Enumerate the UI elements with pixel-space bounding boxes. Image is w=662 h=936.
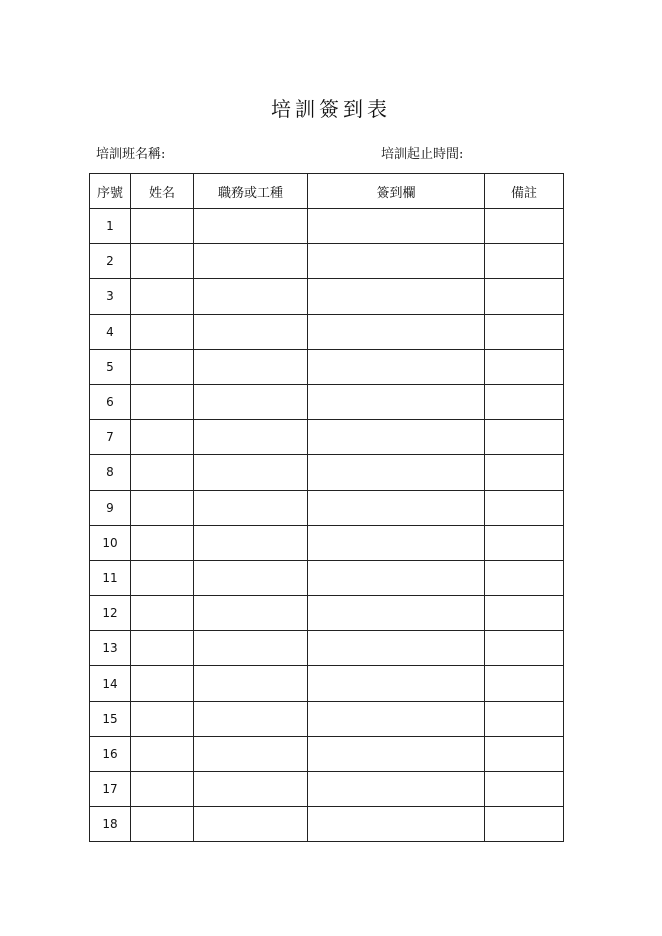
table-row — [90, 384, 564, 419]
row-name-cell[interactable] — [131, 349, 194, 384]
row-remarks-cell[interactable] — [485, 279, 564, 314]
row-position-cell[interactable] — [194, 209, 308, 244]
row-name-cell[interactable] — [131, 314, 194, 349]
row-serial: 10 — [90, 525, 131, 560]
row-serial: 9 — [90, 490, 131, 525]
table-row — [90, 244, 564, 279]
header-remarks: 備註 — [485, 174, 564, 209]
row-position-cell[interactable] — [194, 244, 308, 279]
row-remarks-cell[interactable] — [485, 420, 564, 455]
row-position-cell[interactable] — [194, 807, 308, 842]
table-row — [90, 279, 564, 314]
row-name-cell[interactable] — [131, 279, 194, 314]
row-remarks-cell[interactable] — [485, 631, 564, 666]
row-remarks-cell[interactable] — [485, 525, 564, 560]
row-signature-cell[interactable] — [308, 596, 485, 631]
header-signature: 簽到欄 — [308, 174, 485, 209]
table-row — [90, 525, 564, 560]
class-name-label: 培訓班名稱: — [96, 147, 166, 162]
row-position-cell[interactable] — [194, 701, 308, 736]
row-serial: 15 — [90, 701, 131, 736]
row-serial: 4 — [90, 314, 131, 349]
row-serial: 13 — [90, 631, 131, 666]
row-name-cell[interactable] — [131, 420, 194, 455]
table-row — [90, 736, 564, 771]
row-serial: 18 — [90, 807, 131, 842]
row-signature-cell[interactable] — [308, 244, 485, 279]
row-serial: 1 — [90, 209, 131, 244]
row-signature-cell[interactable] — [308, 279, 485, 314]
row-signature-cell[interactable] — [308, 666, 485, 701]
row-position-cell[interactable] — [194, 349, 308, 384]
row-serial: 2 — [90, 244, 131, 279]
row-remarks-cell[interactable] — [485, 596, 564, 631]
row-serial: 14 — [90, 666, 131, 701]
row-signature-cell[interactable] — [308, 525, 485, 560]
table-row — [90, 772, 564, 807]
table-row — [90, 455, 564, 490]
row-remarks-cell[interactable] — [485, 560, 564, 595]
table-row — [90, 420, 564, 455]
row-name-cell[interactable] — [131, 701, 194, 736]
row-remarks-cell[interactable] — [485, 490, 564, 525]
row-remarks-cell[interactable] — [485, 314, 564, 349]
header-position: 職務或工種 — [194, 174, 308, 209]
page-title: 培訓簽到表 — [271, 97, 391, 121]
row-name-cell[interactable] — [131, 596, 194, 631]
row-remarks-cell[interactable] — [485, 384, 564, 419]
row-remarks-cell[interactable] — [485, 666, 564, 701]
row-position-cell[interactable] — [194, 525, 308, 560]
row-name-cell[interactable] — [131, 244, 194, 279]
row-position-cell[interactable] — [194, 314, 308, 349]
row-remarks-cell[interactable] — [485, 455, 564, 490]
row-name-cell[interactable] — [131, 736, 194, 771]
signin-table — [89, 173, 564, 842]
row-name-cell[interactable] — [131, 631, 194, 666]
row-remarks-cell[interactable] — [485, 349, 564, 384]
row-serial: 7 — [90, 420, 131, 455]
row-remarks-cell[interactable] — [485, 807, 564, 842]
row-serial: 6 — [90, 384, 131, 419]
row-name-cell[interactable] — [131, 490, 194, 525]
row-serial: 11 — [90, 560, 131, 595]
row-remarks-cell[interactable] — [485, 701, 564, 736]
row-serial: 8 — [90, 455, 131, 490]
row-signature-cell[interactable] — [308, 384, 485, 419]
row-name-cell[interactable] — [131, 772, 194, 807]
row-signature-cell[interactable] — [308, 736, 485, 771]
row-position-cell[interactable] — [194, 631, 308, 666]
header-name: 姓名 — [131, 174, 194, 209]
row-position-cell[interactable] — [194, 455, 308, 490]
row-name-cell[interactable] — [131, 666, 194, 701]
row-name-cell[interactable] — [131, 525, 194, 560]
row-serial: 12 — [90, 596, 131, 631]
row-position-cell[interactable] — [194, 490, 308, 525]
table-row — [90, 631, 564, 666]
row-position-cell[interactable] — [194, 384, 308, 419]
table-row — [90, 209, 564, 244]
row-signature-cell[interactable] — [308, 490, 485, 525]
table-row — [90, 314, 564, 349]
table-row — [90, 490, 564, 525]
row-signature-cell[interactable] — [308, 209, 485, 244]
table-row — [90, 596, 564, 631]
row-name-cell[interactable] — [131, 455, 194, 490]
row-position-cell[interactable] — [194, 596, 308, 631]
row-remarks-cell[interactable] — [485, 209, 564, 244]
row-serial: 16 — [90, 736, 131, 771]
row-position-cell[interactable] — [194, 772, 308, 807]
row-position-cell[interactable] — [194, 279, 308, 314]
row-remarks-cell[interactable] — [485, 736, 564, 771]
table-row — [90, 807, 564, 842]
row-position-cell[interactable] — [194, 420, 308, 455]
row-position-cell[interactable] — [194, 666, 308, 701]
row-signature-cell[interactable] — [308, 560, 485, 595]
row-remarks-cell[interactable] — [485, 244, 564, 279]
row-signature-cell[interactable] — [308, 349, 485, 384]
table-row — [90, 560, 564, 595]
row-serial: 17 — [90, 772, 131, 807]
row-signature-cell[interactable] — [308, 314, 485, 349]
row-position-cell[interactable] — [194, 560, 308, 595]
row-signature-cell[interactable] — [308, 701, 485, 736]
table-row — [90, 666, 564, 701]
row-name-cell[interactable] — [131, 807, 194, 842]
row-name-cell[interactable] — [131, 384, 194, 419]
period-label: 培訓起止時間: — [381, 147, 464, 162]
row-signature-cell[interactable] — [308, 772, 485, 807]
row-remarks-cell[interactable] — [485, 772, 564, 807]
row-signature-cell[interactable] — [308, 631, 485, 666]
table-header-row — [90, 174, 564, 209]
row-signature-cell[interactable] — [308, 455, 485, 490]
row-signature-cell[interactable] — [308, 420, 485, 455]
row-signature-cell[interactable] — [308, 807, 485, 842]
row-name-cell[interactable] — [131, 560, 194, 595]
table-row — [90, 349, 564, 384]
row-position-cell[interactable] — [194, 736, 308, 771]
table-row — [90, 701, 564, 736]
row-serial: 5 — [90, 349, 131, 384]
header-serial: 序號 — [90, 174, 131, 209]
row-name-cell[interactable] — [131, 209, 194, 244]
row-serial: 3 — [90, 279, 131, 314]
